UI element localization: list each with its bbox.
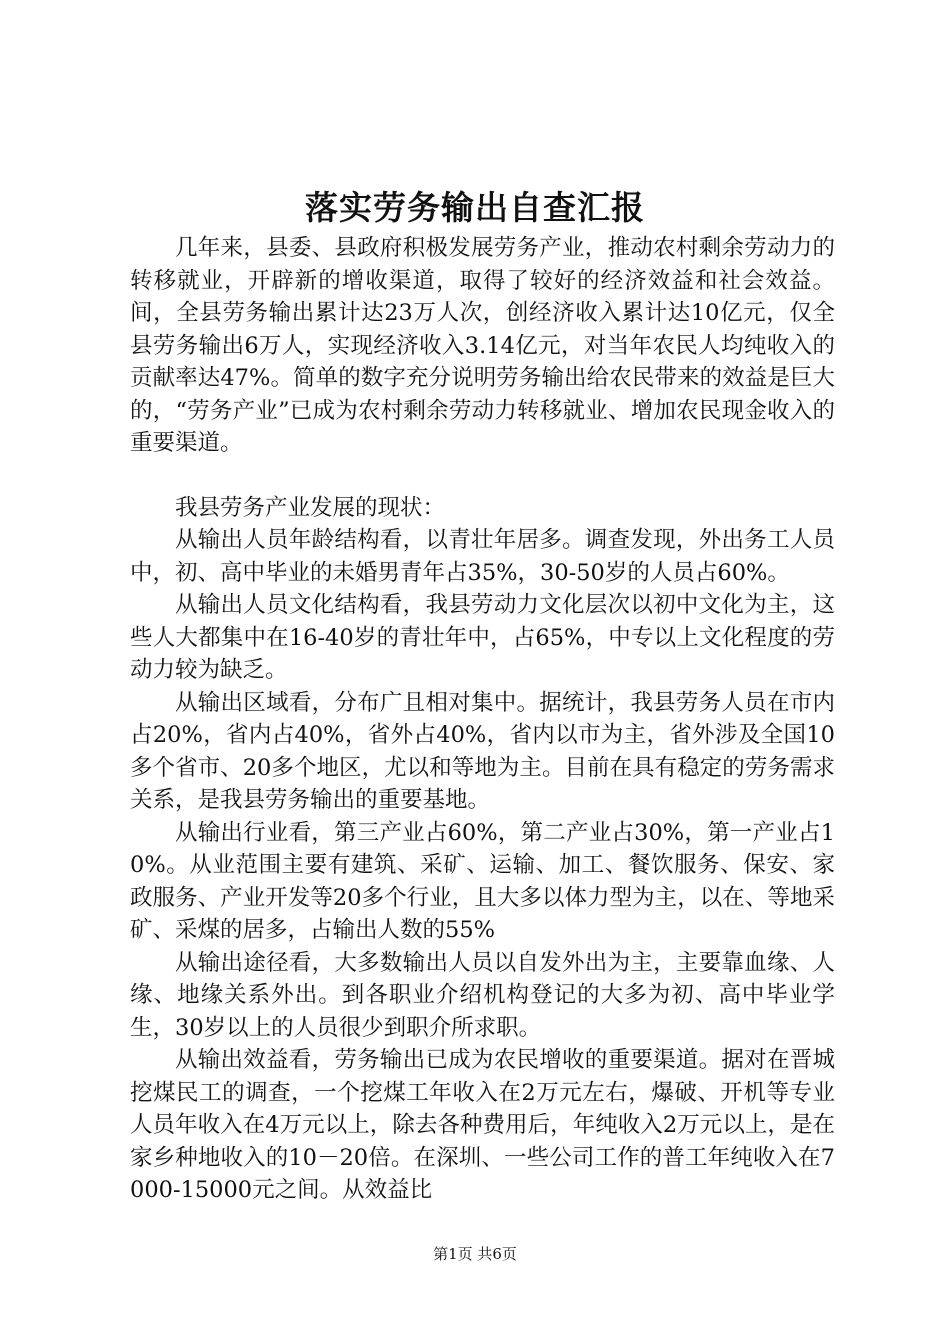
paragraph-age-structure: 从输出人员年龄结构看，以青壮年居多。调查发现，外出务工人员中，初、高中毕业的未婚男青年占35%，30-50岁的人员占60%。 (130, 527, 835, 586)
paragraph-intro: 几年来，县委、县政府积极发展劳务产业，推动农村剩余劳动力的转移就业，开辟新的增收渠道，取得了较好的经济效益和社会效益。间，全县劳务输出累计达23万人次，创经济收入累计达10亿元，仅全县劳务输出6万人，实现经济收入3.14亿元，对当年农民人均纯收入的贡献率达47%。简单的数字充分说明劳务输出给农民带来的效益是巨大的，“劳务产业”已成为农村剩余劳动力转移就业、增加农民现金收入的重要渠道。 (130, 235, 835, 456)
paragraph-status-heading: 我县劳务产业发展的现状： (175, 494, 446, 521)
paragraph-output-channel: 从输出途径看，大多数输出人员以自发外出为主，主要靠血缘、人缘、地缘关系外出。到各职业介绍机构登记的大多为初、高中毕业学生，30岁以上的人员很少到职介所求职。 (130, 949, 835, 1041)
document-body (130, 232, 835, 1207)
document-title: 落实劳务输出自查汇报 (305, 188, 645, 227)
paragraph-education-structure: 从输出人员文化结构看，我县劳动力文化层次以初中文化为主，这些人大都集中在16-40岁的青壮年中，占65%，中专以上文化程度的劳动力较为缺乏。 (130, 592, 835, 683)
paragraph-output-benefit: 从输出效益看，劳务输出已成为农民增收的重要渠道。据对在晋城挖煤民工的调查，一个挖煤工年收入在2万元左右，爆破、开机等专业人员年收入在4万元以上，除去各种费用后，年纯收入2万元以上，是在家乡种地收入的10－20倍。在深圳、一些公司工作的普工年纯收入在7000-15000元之间。从效益比 (130, 1047, 835, 1203)
page-number-footer: 第1页 共6页 (433, 1245, 517, 1263)
paragraph-output-industry: 从输出行业看，第三产业占60%，第二产业占30%，第一产业占10%。从业范围主要有建筑、采矿、运输、加工、餐饮服务、保安、家政服务、产业开发等20多个行业，且大多以体力型为主，以在、等地采矿、采煤的居多，占输出人数的55% (130, 819, 835, 943)
paragraph-output-region: 从输出区域看，分布广且相对集中。据统计，我县劳务人员在市内占20%，省内占40%，省外占40%，省内以市为主，省外涉及全国10多个省市、20多个地区，尤以和等地为主。目前在具有稳定的劳务需求关系，是我县劳务输出的重要基地。 (130, 689, 835, 813)
